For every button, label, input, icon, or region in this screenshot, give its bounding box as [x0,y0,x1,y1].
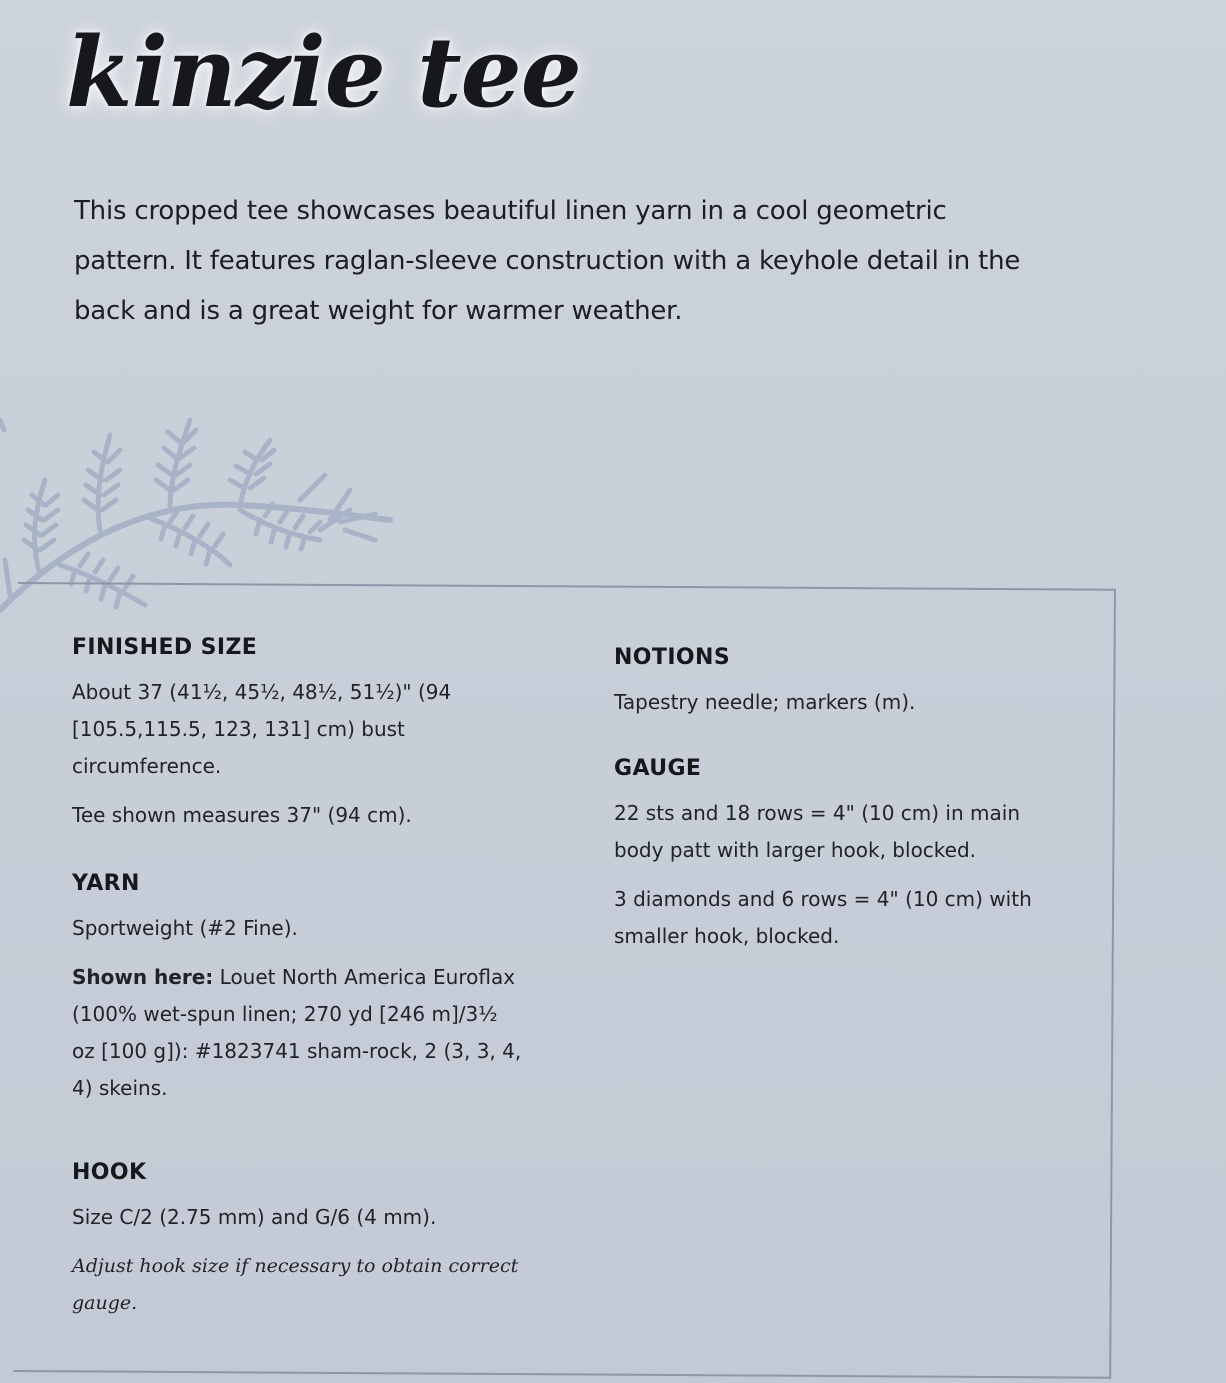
gauge-section [614,753,1064,955]
yarn-section [72,868,522,1107]
finished-size-section [72,632,522,834]
hook-size-text: Size C/2 (2.75 mm) and G/6 (4 mm). [72,1205,437,1229]
finished-size-text: About 37 (41½, 45½, 48½, 51½)" (94 [105.5,115.5, 123, 131] cm) bust circumference. [72,680,452,778]
left-column [72,632,522,1334]
yarn-weight-text: Sportweight (#2 Fine). [72,916,298,940]
gauge-main-text: 22 sts and 18 rows = 4" (10 cm) in main body patt with larger hook, blocked. [614,801,1020,862]
hook-section [72,1157,522,1322]
hook-heading: HOOK [72,1160,147,1185]
notions-text: Tapestry needle; markers (m). [614,690,916,714]
notions-section [614,642,1064,721]
shown-here-text: Louet North America Euroflax (100% wet-spun linen; 270 yd [246 m]/3½ oz [100 g]): #1823741 sham-rock, 2 (3, 3, 4, 4) skeins. [72,965,522,1100]
intro-paragraph: This cropped tee showcases beautiful linen yarn in a cool geometric pattern. It features raglan-sleeve construction with a keyhole detail in the back and is a great weight for warmer weather. [74,196,1021,326]
shown-here-label: Shown here: [72,965,214,989]
yarn-heading: YARN [72,871,140,896]
notions-heading: NOTIONS [614,645,731,670]
yarn-shown-here [72,959,522,1107]
hook-adjust-note: Adjust hook size if necessary to obtain correct gauge. [72,1255,519,1314]
right-column [614,642,1064,967]
gauge-diamond-text: 3 diamonds and 6 rows = 4" (10 cm) with smaller hook, blocked. [614,887,1032,948]
finished-size-heading: FINISHED SIZE [72,635,258,660]
pattern-title: kinzie tee [66,16,581,129]
gauge-heading: GAUGE [614,756,702,781]
finished-size-shown: Tee shown measures 37" (94 cm). [72,803,412,827]
